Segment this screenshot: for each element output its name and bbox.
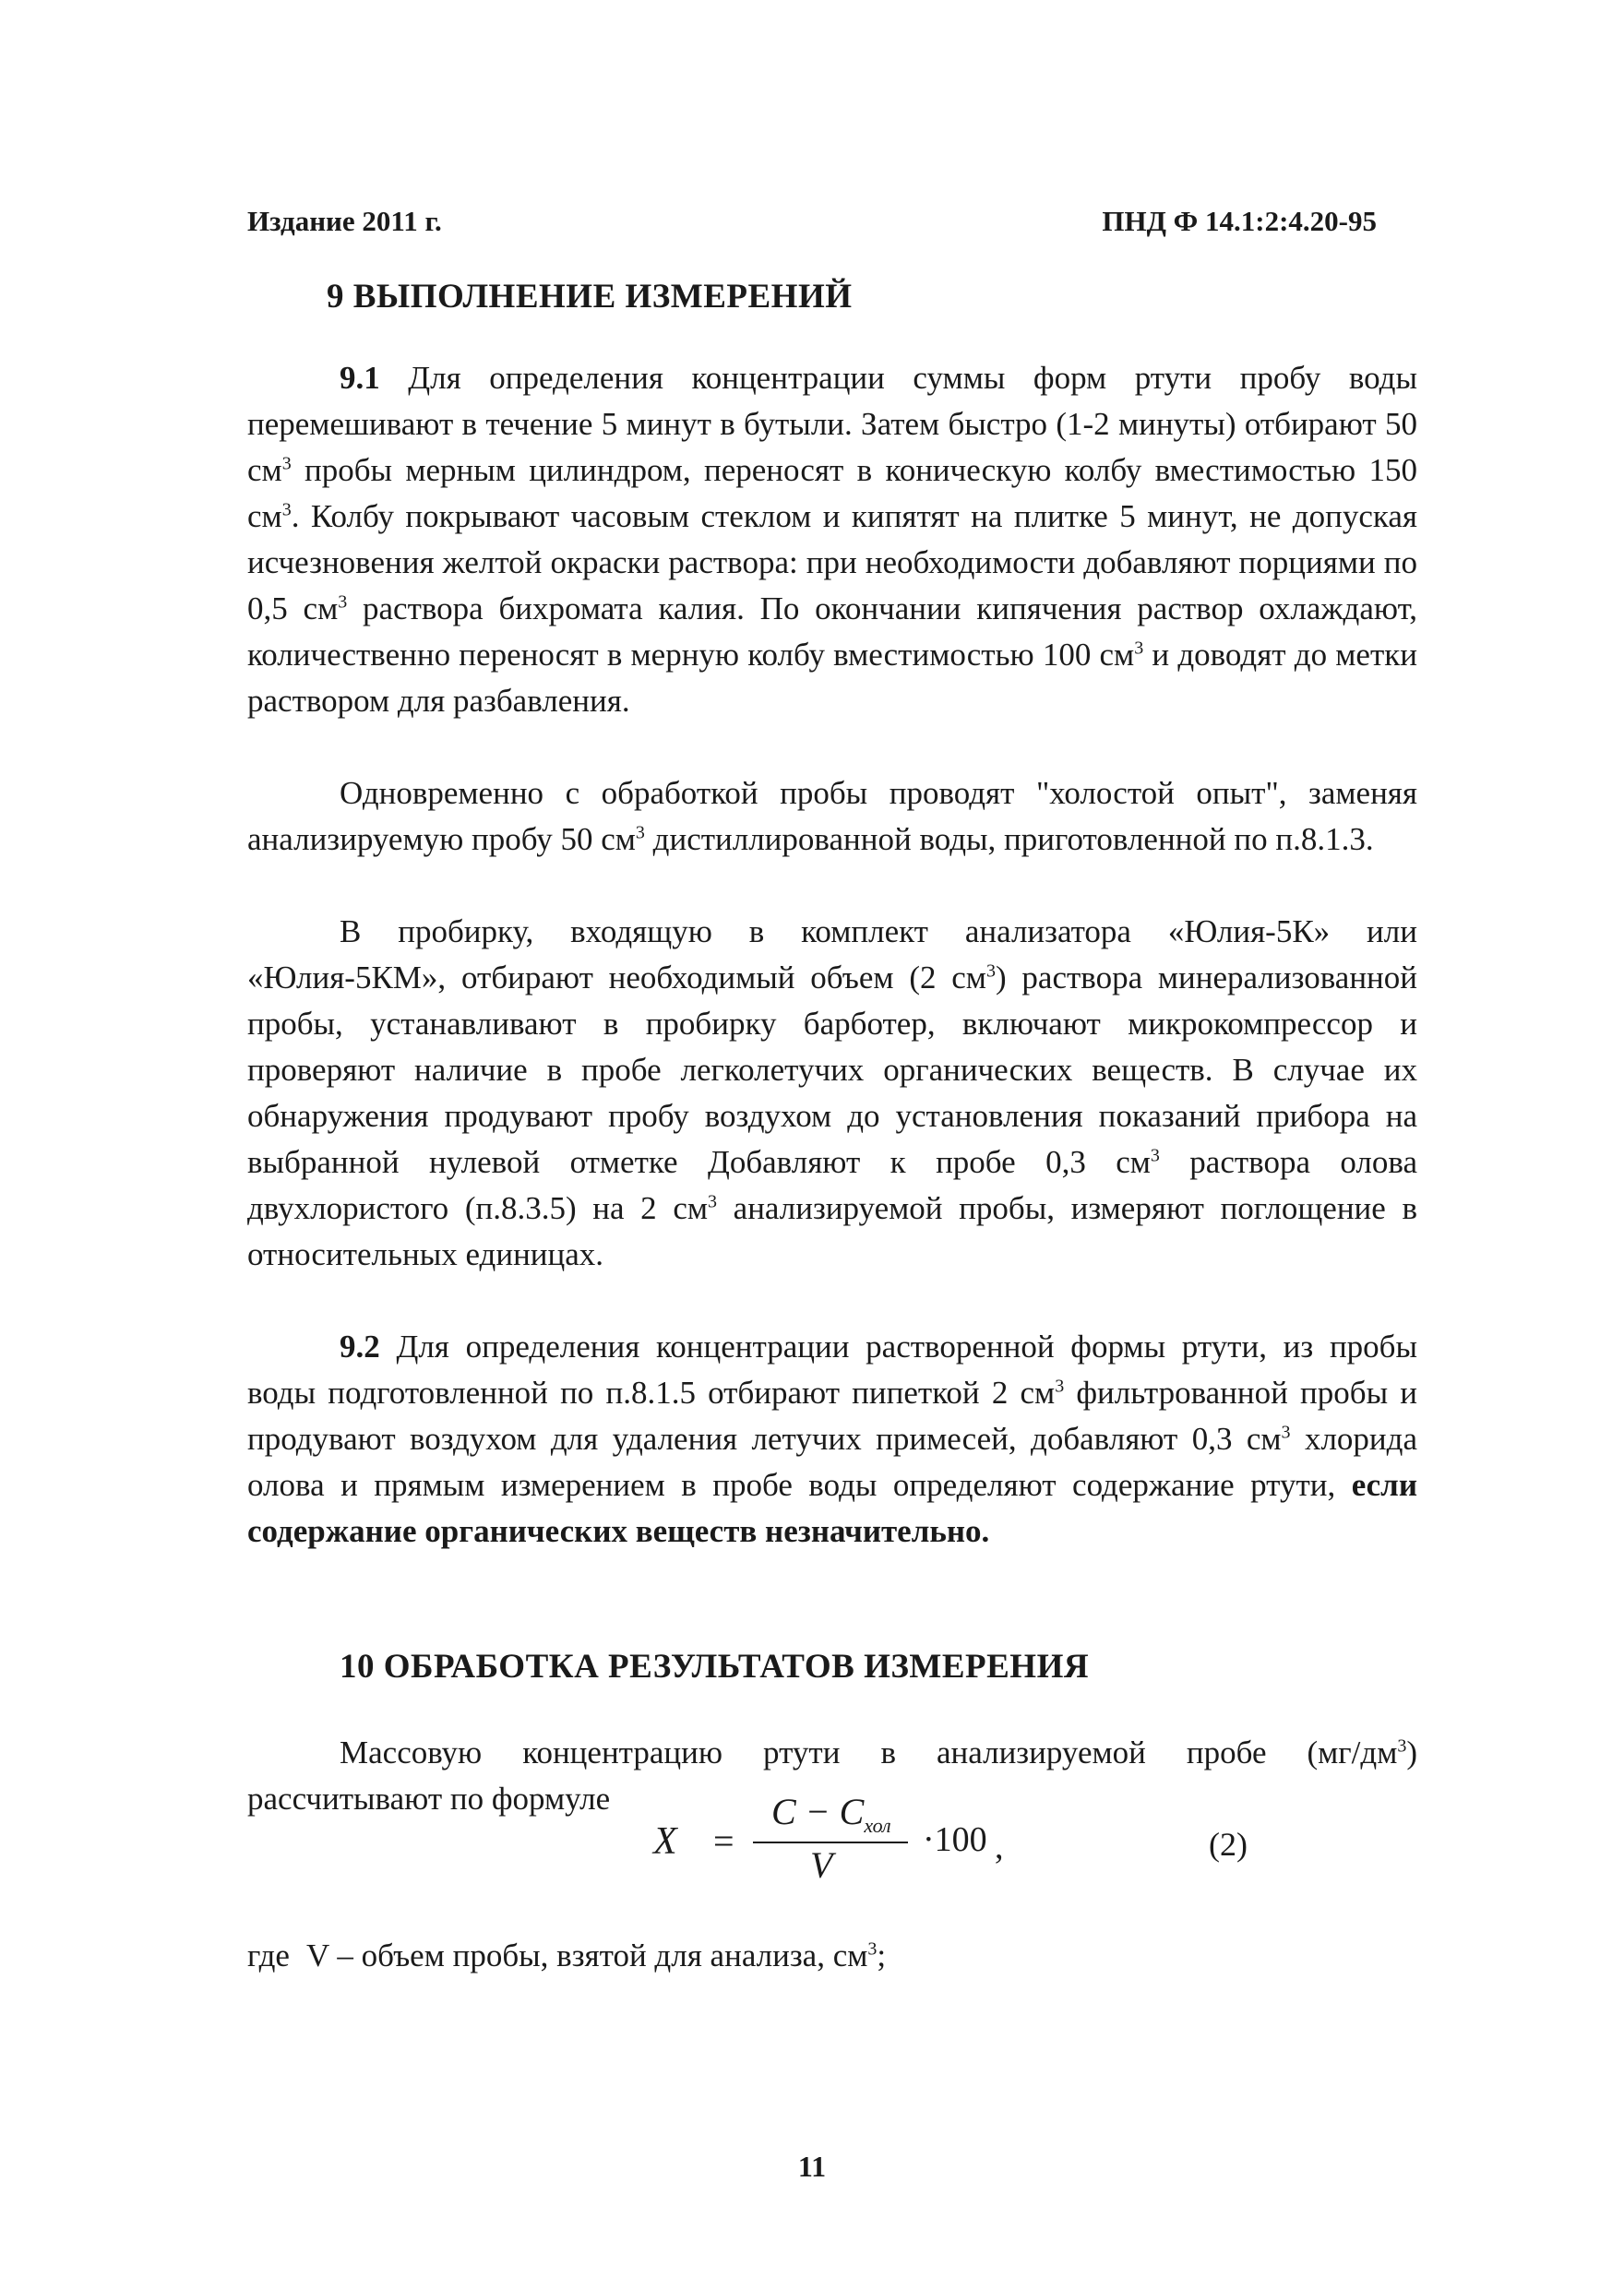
page-header [247, 205, 1377, 242]
text-run: . Колбу покрывают часовым стеклом и кипятят на плитке 5 минут, не допуская исчезновения желтой окраски раствора: при необходимости добавляют порциями по 0,5 см [247, 498, 1417, 626]
formula-numerator [771, 1790, 891, 1838]
text-run: Массовую концентрацию ртути в анализируемой пробе (мг/дм [340, 1735, 1398, 1770]
formula-lhs: X [653, 1820, 677, 1863]
bold-text-run: если содержание органических веществ незначительно. [247, 1467, 1417, 1549]
superscript: 3 [281, 499, 292, 520]
formula-equals: = [713, 1820, 734, 1862]
text-run: анализируемой пробы, измеряют поглощение в относительных единицах. [247, 1190, 1417, 1272]
paragraph-9-2 [247, 1324, 1417, 1555]
page-number: 11 [797, 2150, 827, 2183]
superscript: 3 [1397, 1735, 1407, 1757]
superscript: 3 [1281, 1422, 1291, 1443]
text-run: дистиллированной воды, приготовленной по п.8.1.3. [644, 821, 1374, 857]
superscript: 3 [635, 822, 645, 843]
text-run: раствора олова двухлористого (п.8.3.5) на 2 см [247, 1144, 1417, 1226]
formula-number: (2) [1209, 1826, 1248, 1863]
formula-multiplier: ·100 [923, 1820, 987, 1859]
paragraph-analyzer [247, 909, 1417, 1278]
superscript: 3 [1134, 638, 1144, 659]
clause-number: 9.1 [340, 360, 380, 396]
superscript: 3 [985, 960, 996, 982]
text-run: Одновременно с обработкой пробы проводят "холостой опыт", заменяя анализируемую пробу 50 см [247, 775, 1417, 857]
formula-denominator: V [810, 1844, 833, 1886]
numerator-text: C − C [771, 1791, 865, 1832]
formula-2 [247, 1790, 1417, 1919]
text-run: хлорида олова и прямым измерением в пробе воды определяют содержание ртути, [247, 1421, 1417, 1503]
where-label: где [247, 1937, 290, 1973]
document-code: ПНД Ф 14.1:2:4.20-95 [1102, 205, 1377, 237]
section-9-heading: 9 ВЫПОЛНЕНИЕ ИЗМЕРЕНИЙ [327, 278, 853, 316]
numerator-subscript: хол [864, 1814, 891, 1837]
section-10-heading: 10 ОБРАБОТКА РЕЗУЛЬТАТОВ ИЗМЕРЕНИЯ [340, 1648, 1090, 1686]
superscript: 3 [281, 453, 292, 474]
superscript: 3 [338, 591, 348, 613]
text-run: Для определения концентрации растворенной формы ртути, из пробы воды подготовленной по п.8.1.5 отбирают пипеткой 2 см [247, 1329, 1417, 1411]
text-run: и доводят до метки раствором для разбавления. [247, 637, 1417, 719]
clause-number: 9.2 [340, 1329, 380, 1365]
edition-label: Издание 2011 г. [247, 205, 442, 237]
superscript: 3 [708, 1191, 718, 1212]
paragraph-9-1 [247, 355, 1417, 724]
superscript: 3 [1055, 1376, 1065, 1397]
text-run: пробы мерным цилиндром, переносят в коническую колбу вместимостью 150 см [247, 452, 1417, 534]
text-run: ) раствора минерализованной пробы, устанавливают в пробирку барботер, включают микрокомпрессор и проверяют наличие в пробе легколетучих органических веществ. В случае их обнаружения продувают пробу воздухом до установления показаний прибора на выбранной нулевой отметке Добавляют к пробе 0,3 см [247, 960, 1418, 1180]
formula-comma: , [995, 1828, 1004, 1866]
formula-fraction [744, 1790, 919, 1901]
paragraph-blank-test [247, 770, 1417, 863]
text-run: фильтрованной пробы и продувают воздухом для удаления летучих примесей, добавляют 0,3 см [247, 1375, 1417, 1457]
superscript: 3 [1150, 1145, 1160, 1166]
superscript: 3 [867, 1938, 878, 1960]
text-run: раствора бихромата калия. По окончании кипячения раствор охлаждают, количественно переносят в мерную колбу вместимостью 100 см [247, 590, 1417, 673]
text-run: Для определения концентрации суммы форм ртути пробу воды перемешивают в течение 5 минут в бутыли. Затем быстро (1-2 минуты) отбирают 50 см [247, 360, 1417, 488]
where-clause [247, 1933, 886, 1979]
text-run: В пробирку, входящую в комплект анализатора «Юлия-5К» или «Юлия-5КМ», отбирают необходимый объем (2 см [247, 913, 1417, 995]
text-run: ) рассчитывают по формуле [247, 1735, 1417, 1817]
where-end: ; [877, 1937, 887, 1973]
where-text: V – объем пробы, взятой для анализа, см [306, 1937, 868, 1973]
